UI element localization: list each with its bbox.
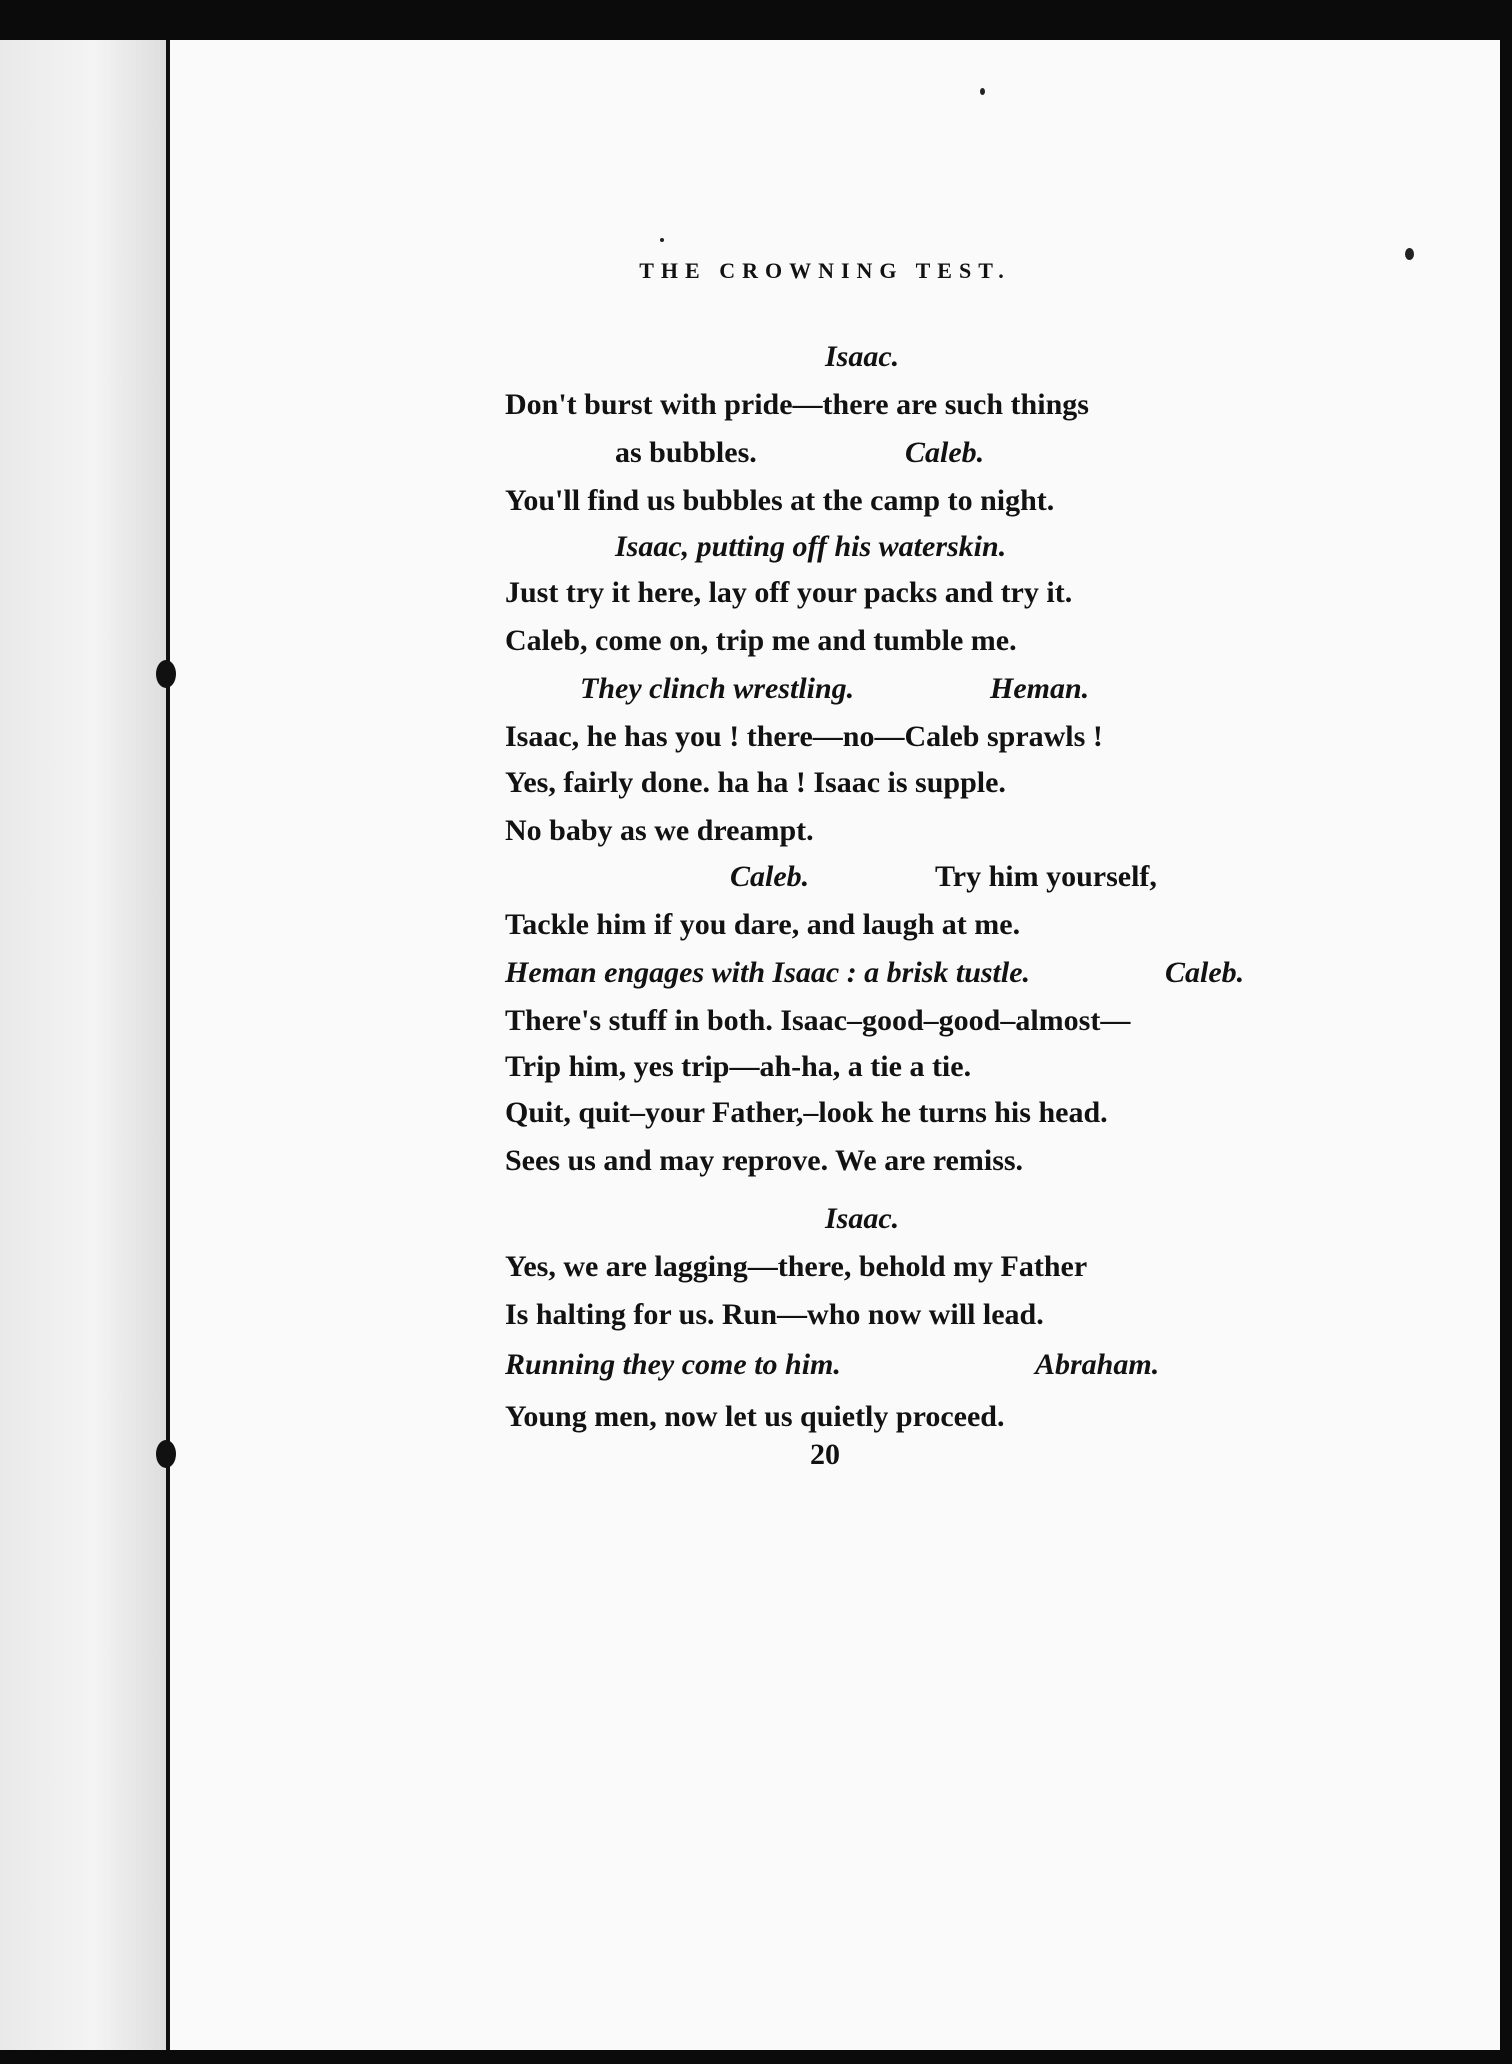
facing-page-edge xyxy=(0,40,170,2050)
binding-edge xyxy=(166,40,170,2050)
verse-line: Quit, quit–your Father,–look he turns his head. xyxy=(505,1096,1108,1129)
stage-direction-line: Isaac, putting off his waterskin. xyxy=(615,530,1007,563)
verse-line: Sees us and may reprove. We are remiss. xyxy=(505,1144,1024,1177)
verse-line: You'll find us bubbles at the camp to night. xyxy=(505,484,1055,517)
stage-direction-line: Abraham. xyxy=(1035,1348,1160,1381)
verse-line: Just try it here, lay off your packs and try it. xyxy=(505,576,1073,609)
page-number: 20 xyxy=(810,1438,840,1471)
stage-direction-line: Heman engages with Isaac : a brisk tustle. xyxy=(505,956,1031,989)
stage-direction-line: Caleb. xyxy=(905,436,985,469)
verse-line: Isaac, he has you ! there—no—Caleb sprawls ! xyxy=(505,720,1103,753)
verse-line: Yes, fairly done. ha ha ! Isaac is supple. xyxy=(505,766,1006,799)
verse-line: Is halting for us. Run—who now will lead. xyxy=(505,1298,1044,1331)
stage-direction-line: Isaac. xyxy=(825,1202,900,1235)
verse-line: Trip him, yes trip—ah-ha, a tie a tie. xyxy=(505,1050,972,1083)
stage-direction-line: They clinch wrestling. xyxy=(580,672,855,705)
ink-speck xyxy=(1405,248,1414,260)
verse-line: Don't burst with pride—there are such things xyxy=(505,388,1089,421)
binding-hole xyxy=(156,1440,176,1468)
verse-line: Tackle him if you dare, and laugh at me. xyxy=(505,908,1021,941)
verse-line: No baby as we dreampt. xyxy=(505,814,814,847)
stage-direction-line: Isaac. xyxy=(825,340,900,373)
binding-hole xyxy=(156,660,176,688)
ink-speck xyxy=(660,238,664,242)
verse-line: Try him yourself, xyxy=(935,860,1157,893)
verse-line: as bubbles. xyxy=(615,436,757,469)
verse-line: Yes, we are lagging—there, behold my Father xyxy=(505,1250,1088,1283)
verse-line: Caleb, come on, trip me and tumble me. xyxy=(505,624,1017,657)
stage-direction-line: Caleb. xyxy=(730,860,810,893)
verse-line: Young men, now let us quietly proceed. xyxy=(505,1400,1005,1433)
stage-direction-line: Caleb. xyxy=(1165,956,1245,989)
stage-direction-line: Heman. xyxy=(990,672,1090,705)
verse-line: There's stuff in both. Isaac–good–good–almost— xyxy=(505,1004,1131,1037)
ink-speck xyxy=(980,88,985,95)
stage-direction-line: Running they come to him. xyxy=(505,1348,841,1381)
running-header: THE CROWNING TEST. xyxy=(639,258,1011,283)
